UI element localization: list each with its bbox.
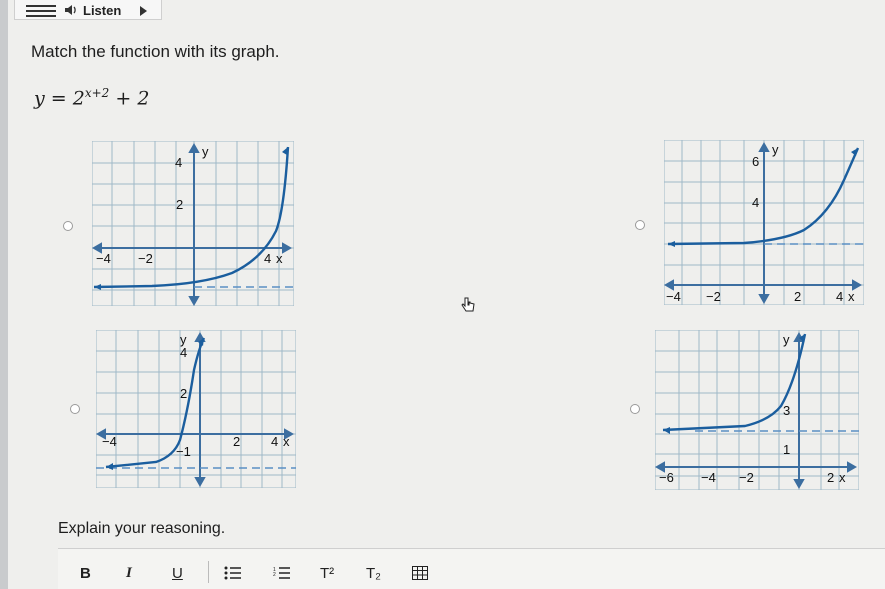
option-b-radio[interactable]	[635, 220, 645, 230]
y-label: y	[783, 332, 790, 347]
y-label: y	[772, 142, 779, 157]
play-icon[interactable]	[140, 6, 147, 16]
speaker-icon[interactable]	[64, 3, 80, 17]
x-tick: 2	[233, 434, 241, 449]
x-tick: −2	[706, 289, 721, 304]
subscript-button[interactable]: T₂	[366, 565, 381, 582]
x-tick: 4	[264, 251, 272, 266]
y-label: y	[180, 332, 187, 347]
x-tick: −4	[666, 289, 681, 304]
x-tick: −6	[659, 470, 674, 485]
equation-exponent: x+2	[84, 86, 110, 100]
axes	[657, 334, 855, 487]
axes	[98, 334, 292, 485]
axes	[94, 145, 290, 304]
graph-option-c[interactable]	[96, 330, 296, 488]
option-c-radio[interactable]	[70, 404, 80, 414]
x-tick: −2	[739, 470, 754, 485]
x-tick: 4	[271, 434, 279, 449]
y-tick: 2	[176, 197, 184, 212]
y-label: y	[202, 144, 209, 159]
y-tick: 4	[175, 155, 183, 170]
underline-button[interactable]: U	[172, 565, 183, 582]
x-tick: 4	[836, 289, 844, 304]
x-tick: 2	[827, 470, 835, 485]
table-icon[interactable]	[412, 566, 428, 580]
x-label: x	[848, 289, 855, 304]
graph-option-b[interactable]	[664, 140, 864, 305]
question-prompt: Match the function with its graph.	[31, 42, 280, 61]
y-tick: 1	[783, 442, 791, 457]
x-tick: 2	[794, 289, 802, 304]
option-a-radio[interactable]	[63, 221, 73, 231]
svg-text:1: 1	[273, 567, 276, 573]
explain-prompt: Explain your reasoning.	[58, 520, 226, 537]
y-tick: 6	[752, 154, 760, 169]
superscript-button[interactable]: T²	[320, 565, 335, 582]
x-label: x	[276, 251, 283, 266]
equation	[34, 86, 149, 109]
exponential-curve	[94, 147, 288, 287]
menu-icon[interactable]	[26, 2, 56, 18]
numbered-list-icon[interactable]	[273, 566, 291, 580]
y-tick: 4	[180, 345, 188, 360]
toolbar-separator	[208, 561, 209, 583]
x-tick: −2	[138, 251, 153, 266]
x-tick: −4	[701, 470, 716, 485]
x-label: x	[283, 434, 290, 449]
graph-option-d[interactable]	[655, 330, 859, 490]
graph-option-a[interactable]	[92, 141, 294, 306]
x-tick: −4	[96, 251, 111, 266]
svg-text:2: 2	[273, 572, 276, 578]
y-tick: 3	[783, 403, 791, 418]
hand-cursor-icon	[460, 296, 476, 314]
bullet-list-icon[interactable]	[224, 566, 242, 580]
equation-addend: + 2	[115, 87, 150, 110]
equation-base: 2	[72, 87, 85, 110]
listen-button[interactable]: Listen	[83, 3, 122, 18]
left-edge-strip	[0, 0, 8, 589]
bold-button[interactable]: B	[80, 565, 91, 582]
option-d-radio[interactable]	[630, 404, 640, 414]
equation-lhs: y =	[34, 87, 67, 110]
x-tick: −1	[176, 444, 191, 459]
x-label: x	[839, 470, 846, 485]
x-tick: −4	[102, 434, 117, 449]
italic-button[interactable]: I	[126, 565, 132, 581]
y-tick: 4	[752, 195, 760, 210]
y-tick: 2	[180, 386, 188, 401]
